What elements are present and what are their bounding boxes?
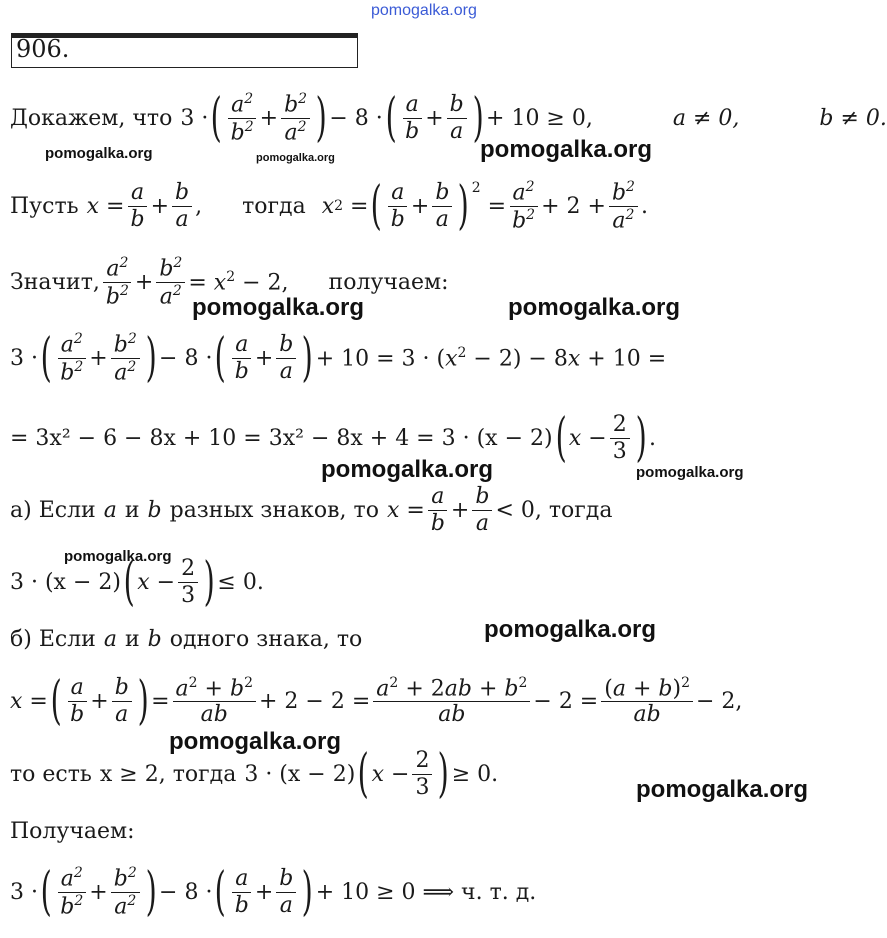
watermark: pomogalka.org: [636, 776, 809, 803]
watermark: pomogalka.org: [636, 464, 744, 481]
case-a-label: а) Если: [10, 497, 96, 523]
problem-number: 906.: [16, 35, 70, 63]
case-a-ineq-line: 3 · (x − 2) ( x − $\frac{2}{3}$ ) ≤ 0.: [10, 552, 264, 612]
watermark: pomogalka.org: [192, 294, 365, 321]
conclusion-line: 3 · ( $\frac{a^2}{b^2}$ + $\frac{b^2}{a^2}$ ) − 8 · ( $\frac{a}{b}$ + $\frac{b}{a}$ ) + 10 ≥ 0 ⟹ ч. т. д.: [10, 862, 537, 922]
ineq-b-tail: ≥ 0.: [451, 761, 499, 787]
watermark: pomogalka.org: [484, 616, 657, 643]
factorization-expr: = 3x² − 6 − 8x + 10 = 3x² − 8x + 4 = 3 · (x − 2): [10, 425, 553, 451]
diff-signs-text: разных знаков, то: [169, 497, 379, 523]
obtain-line: [10, 816, 135, 846]
case-a-line: а) Если a и b разных знаков, то x = $\frac{a}{b}$ + $\frac{b}{a}$ < 0, тогда: [10, 484, 613, 536]
expansion-line: 3 · ( $\frac{a^2}{b^2}$ + $\frac{b^2}{a^2}$ ) − 8 · ( $\frac{a}{b}$ + $\frac{b}{a}$ ) + $10 = 3 \cdot (x^2 - 2) - 8x + 10$ =: [10, 328, 667, 388]
watermark-top: pomogalka.org: [371, 2, 477, 19]
means-line: Значит, $\frac{a^2}{b^2}$ + $\frac{b^2}{a^2}$ = $x^2 - 2$, получаем:: [10, 255, 449, 309]
and-text: и: [124, 497, 140, 523]
substitution-line: Пусть x = $\frac{a}{b}$ + $\frac{b}{a}$ , тогда x 2 = ( $\frac{a}{b}$ + $\frac{b}{a}$ ) $^2$ = $\frac{a^2}{b^2}$ + 2 + $\frac{b^2}{a^2}$ .: [10, 176, 648, 236]
ineq-b-expr: 3 · (x − 2): [244, 761, 356, 787]
same-sign-text: одного знака, то: [169, 626, 363, 652]
case-b-line: б) Если a и b одного знака, то: [10, 626, 363, 652]
let-text: Пусть: [10, 193, 79, 219]
then-text: тогда: [242, 193, 306, 219]
statement-line: Докажем, что 3 · ( $\frac{a^2}{b^2}$ + $\frac{b^2}{a^2}$ ) − 8 · ( $\frac{a}{b}$ + $\frac{b}{a}$ ) + 10 ≥ 0, a ≠ 0, b ≠ 0.: [10, 88, 887, 148]
x-ge-text: x ≥ 2, тогда: [99, 761, 237, 787]
case-b-ineq-line: то есть x ≥ 2, тогда 3 · (x − 2) ( x − $\frac{2}{3}$ ) ≥ 0.: [10, 744, 499, 804]
condition-b: b ≠ 0.: [819, 105, 887, 131]
case-b-label: б) Если: [10, 626, 96, 652]
watermark: pomogalka.org: [256, 152, 335, 164]
watermark: pomogalka.org: [321, 456, 494, 483]
watermark: pomogalka.org: [480, 136, 653, 163]
conclusion-tail: + 10 ≥ 0 ⟹ ч. т. д.: [315, 879, 537, 905]
get-text: получаем:: [328, 269, 449, 295]
intro-text: Докажем, что: [10, 105, 173, 131]
means-text: Значит,: [10, 269, 100, 295]
watermark: pomogalka.org: [64, 548, 172, 565]
ineq-a-expr: 3 · (x − 2): [10, 569, 121, 595]
case-b-calc-line: x = ( $\frac{a}{b}$ + $\frac{b}{a}$ ) = $\frac{a^2 + b^2}{ab}$ + 2 − 2 = $\frac{a^2 + 2ab + b^2}{ab}$ − 2 = $\frac{(a + b)^2}{ab}$ − 2,: [10, 671, 743, 731]
watermark: pomogalka.org: [508, 294, 681, 321]
that-is-text: то есть: [10, 761, 92, 787]
factorization-line: = 3x² − 6 − 8x + 10 = 3x² − 8x + 4 = 3 · (x − 2) ( x − $\frac{2}{3}$ ) .: [10, 408, 657, 468]
and-text: и: [124, 626, 140, 652]
watermark: pomogalka.org: [45, 145, 153, 162]
obtain-text: Получаем:: [10, 818, 135, 844]
ineq-a-tail: ≤ 0.: [217, 569, 264, 595]
watermark: pomogalka.org: [169, 728, 342, 755]
case-a-tail: < 0, тогда: [495, 497, 613, 523]
condition-a: a ≠ 0,: [672, 105, 740, 131]
